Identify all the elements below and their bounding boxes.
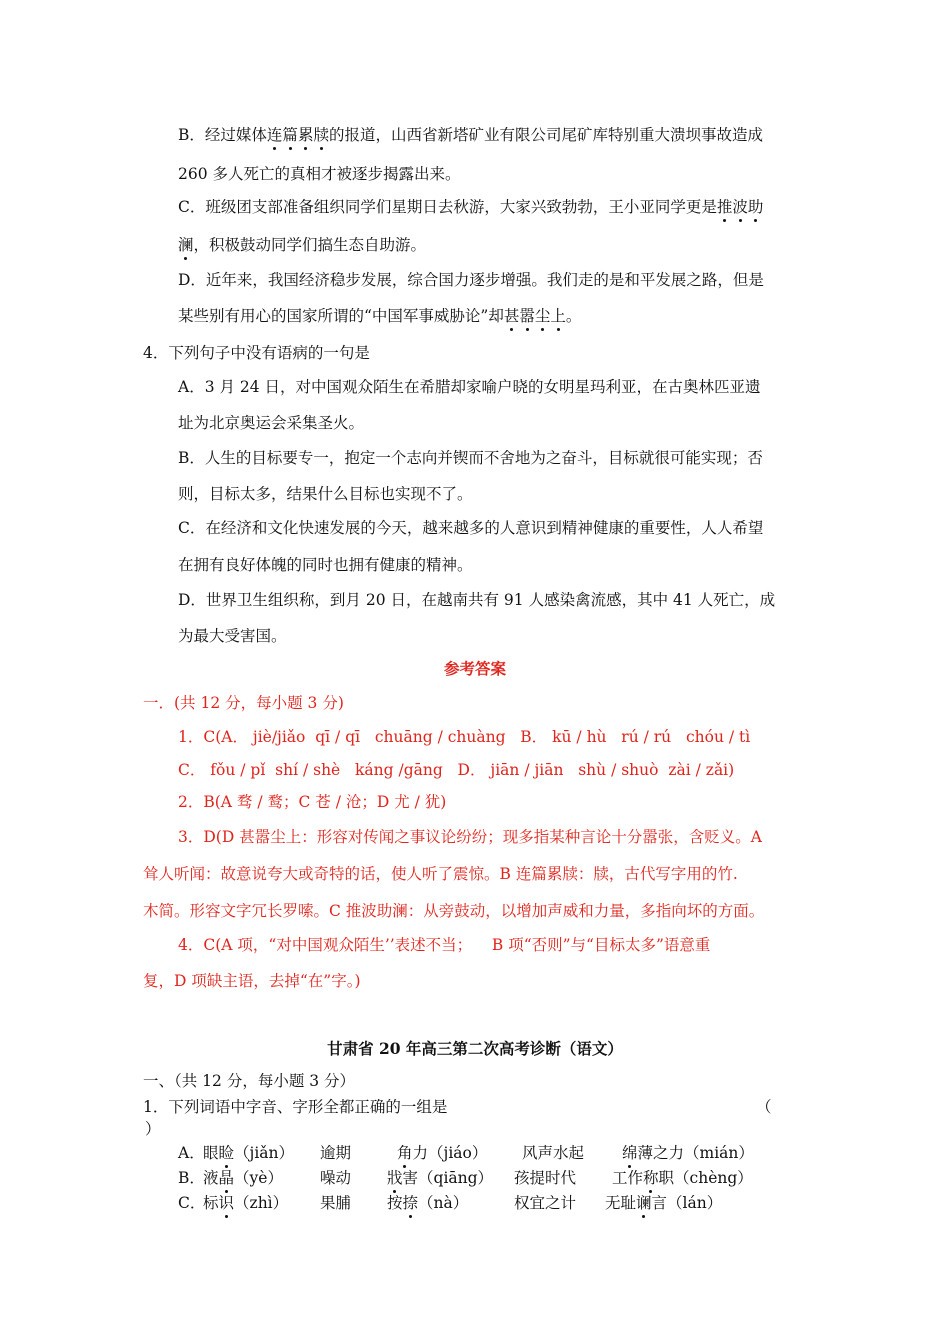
row-a-label: A． [178, 1144, 205, 1162]
q3-option-c-line2: 澜，积极鼓动同学们搞生态自助游。 [178, 236, 427, 254]
emphasis-dot-char: 捺 [402, 1194, 419, 1212]
q3-option-d-line2: 某些别有用心的国家所谓的“中国军事威胁论”却甚嚣尘上。 [178, 307, 582, 325]
q4-option-d-line2: 为最大受害国。 [178, 627, 287, 645]
emphasis-dot-char: 甚 [503, 307, 520, 325]
emphasis-dot-char: 澜 [178, 236, 194, 254]
exam-section: 一、（共 12 分，每小题 3 分） [143, 1072, 356, 1090]
row-a-word4: 风声水起 [522, 1144, 585, 1162]
row-b-label: B． [178, 1169, 205, 1187]
row-a-word3: 角力（jiáo） [397, 1144, 488, 1162]
answer-paren-open: （ [756, 1098, 772, 1116]
emphasis-dot-char: 角 [397, 1144, 413, 1162]
answers-section: 一．(共 12 分，每小题 3 分) [143, 694, 344, 712]
emphasis-dot-char: 晶 [218, 1169, 235, 1187]
answer-3-line1: 3．D(D 甚嚣尘上：形容对传闻之事议论纷纷；现多指某种言论十分嚣张，含贬义。A [178, 828, 762, 846]
emphasis-dot-char: 尘 [534, 307, 551, 325]
emphasis-dot-char: 连 [266, 126, 283, 144]
row-b-word4: 孩提时代 [514, 1169, 577, 1187]
row-b-word1: 液晶（yè） [203, 1169, 283, 1187]
answer-4-line1: 4．C(A 项，“对中国观众陌生’’表述不当； B 项“否则”与“目标太多”语意重 [178, 936, 711, 954]
row-a-word5: 绵薄之力（mián） [622, 1144, 754, 1162]
answer-1-line1: 1．C(A． jiè/jiǎo qī / qī chuāng / chuàng B． kū / hù rú / rú chóu / tì [178, 728, 751, 746]
emphasis-dot-char: 戕 [387, 1169, 403, 1187]
row-a-word1: 眼睑（jiǎn） [203, 1144, 295, 1162]
answer-2: 2．B(A 骛 / 鹜；C 苍 / 沧；D 尤 / 犹) [178, 793, 447, 811]
answer-paren-close: ） [145, 1120, 161, 1138]
row-c-word1: 标识（zhì） [203, 1194, 289, 1212]
q4-option-a-line1: A．3 月 24 日，对中国观众陌生在希腊却家喻户晓的女明星玛利亚，在古奥林匹亚遗 [178, 378, 761, 396]
emphasis-dot-char: 睑 [218, 1144, 235, 1162]
q3-option-b-line2: 260 多人死亡的真相才被逐步揭露出来。 [178, 165, 461, 183]
answer-3-line2: 耸人听闻：故意说夸大或奇特的话，使人听了震惊。B 连篇累牍：牍，古代写字用的竹. [143, 865, 738, 883]
q4-option-b-line2: 则，目标太多，结果什么目标也实现不了。 [178, 485, 473, 503]
emphasis-dot-char: 篇 [282, 126, 298, 144]
row-c-word4: 权宜之计 [514, 1194, 577, 1212]
emphasis-dot-char: 推 [716, 198, 733, 216]
row-a-word2: 逾期 [320, 1144, 352, 1162]
q4-option-c-line1: C．在经济和文化快速发展的今天，越来越多的人意识到精神健康的重要性，人人希望 [178, 519, 764, 537]
exam-title: 甘肃省 20 年高三第二次高考诊断（语文） [327, 1039, 623, 1058]
emphasis-dot-char: 绵 [622, 1144, 638, 1162]
exam-q1-stem: 1．下列词语中字音、字形全都正确的一组是 [143, 1098, 448, 1116]
emphasis-dot-char: 波 [732, 198, 748, 216]
answers-title: 参考答案 [443, 659, 506, 678]
row-b-word2: 噪动 [320, 1169, 352, 1187]
row-c-label: C． [178, 1194, 206, 1212]
emphasis-dot-char: 助 [747, 198, 764, 216]
q3-option-c-line1: C．班级团支部准备组织同学们星期日去秋游，大家兴致勃勃，王小亚同学更是推波助 [178, 198, 764, 216]
emphasis-dot-char: 谰 [636, 1194, 652, 1212]
answer-3-line3: 木简。形容文字冗长罗嗦。C 推波助澜：从旁鼓动，以增加声威和力量，多指向坏的方面。 [143, 902, 765, 920]
emphasis-dot-char: 称 [643, 1169, 659, 1187]
q4-option-b-line1: B．人生的目标要专一，抱定一个志向并锲而不舍地为之奋斗，目标就很可能实现；否 [178, 449, 763, 467]
row-b-word5: 工作称职（chèng） [612, 1169, 753, 1187]
emphasis-dot-char: 累 [297, 126, 314, 144]
emphasis-dot-char: 上 [550, 307, 566, 325]
row-b-word3: 戕害（qiāng） [387, 1169, 494, 1187]
emphasis-dot-char: 牍 [313, 126, 329, 144]
q3-option-d-line1: D．近年来，我国经济稳步发展，综合国力逐步增强。我们走的是和平发展之路，但是 [178, 271, 764, 289]
q4-option-c-line2: 在拥有良好体魄的同时也拥有健康的精神。 [178, 556, 473, 574]
emphasis-dot-char: 识 [218, 1194, 235, 1212]
q4-option-a-line2: 址为北京奥运会采集圣火。 [178, 414, 365, 432]
q3-option-b-line1: B．经过媒体连篇累牍的报道，山西省新塔矿业有限公司尾矿库特别重大溃坝事故造成 [178, 126, 763, 144]
row-c-word3: 按捺（nà） [387, 1194, 469, 1212]
emphasis-dot-char: 嚣 [519, 307, 535, 325]
q4-stem: 4．下列句子中没有语病的一句是 [143, 344, 370, 362]
answer-1-line2: C． fǒu / pǐ shí / shè káng /gāng D． jiān / jiān shù / shuò zài / zǎi) [178, 761, 735, 779]
answer-4-line2: 复，D 项缺主语，去掉“在”字。) [143, 972, 361, 990]
q4-option-d-line1: D．世界卫生组织称，到月 20 日，在越南共有 91 人感染禽流感，其中 41 人死亡，成 [178, 591, 776, 609]
row-c-word2: 果脯 [320, 1194, 352, 1212]
row-c-word5: 无耻谰言（lán） [605, 1194, 723, 1212]
